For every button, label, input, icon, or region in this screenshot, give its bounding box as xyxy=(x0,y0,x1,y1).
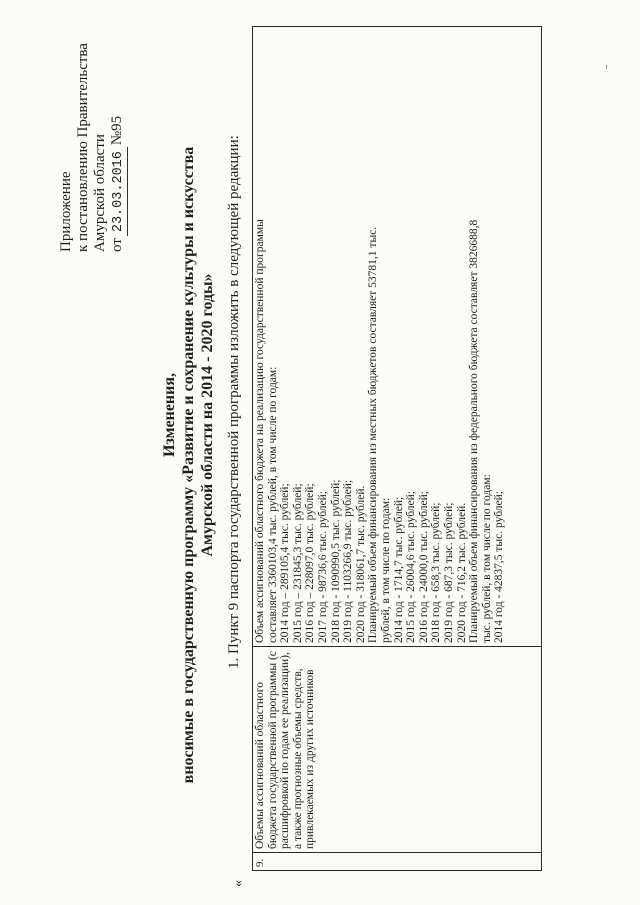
approval-number: №95 xyxy=(109,115,125,146)
regional-year-line: 2015 год – 231845,3 тыс. рублей; xyxy=(291,483,304,643)
approval-date: 23.03.2016 xyxy=(110,147,128,236)
regional-year-line: 2014 год – 289105,4 тыс. рублей; xyxy=(279,483,292,643)
scan-speck xyxy=(606,65,607,69)
passport-table xyxy=(252,26,542,871)
approval-date-line xyxy=(109,22,128,252)
federal-years xyxy=(493,30,506,643)
local-year-line: 2015 год - 26004,6 тыс. рублей; xyxy=(405,491,418,643)
regional-years xyxy=(279,30,367,643)
local-intro-line-1: Планируемый объем финансирования из местных бюджетов составляет 53781,1 тыс. xyxy=(367,226,380,643)
title-line-1: Изменения, xyxy=(161,372,178,458)
regional-year-line: 2017 год - 98736,6 тыс. рублей; xyxy=(316,491,329,643)
local-year-line: 2016 год - 24000,0 тыс. рублей; xyxy=(417,491,430,643)
row-name-line: расшифровкой по годам ее реализации), xyxy=(279,652,292,849)
local-year-line: 2020 год - 716,2 тыс. рублей. xyxy=(455,502,468,643)
local-year-line: 2018 год - 658,3 тыс. рублей; xyxy=(430,502,443,643)
local-years xyxy=(393,30,469,643)
regional-year-line: 2019 год - 1103266,9 тыс. рублей; xyxy=(342,479,355,643)
approval-decree: к постановлению Правительства xyxy=(75,43,91,252)
regional-year-line: 2018 год - 1090990,5 тыс. рублей; xyxy=(329,479,342,643)
row-value-cell xyxy=(253,27,542,647)
approval-stamp xyxy=(58,22,128,252)
intro-paragraph: 1. Пункт 9 паспорта государственной программы изложить в следующей редакции: xyxy=(226,135,242,669)
row-name-line: бюджета государственной программы (с xyxy=(266,651,279,849)
approval-date-prefix: от xyxy=(109,238,125,252)
local-year-line: 2019 год - 687,3 тыс. рублей; xyxy=(442,502,455,643)
approval-region: Амурской области xyxy=(92,134,108,252)
federal-year-line: 2014 год - 42837,5 тыс. рублей; xyxy=(493,491,506,643)
title-line-3: Амурской области на 2014 - 2020 годы» xyxy=(199,273,216,557)
table-row xyxy=(253,27,542,871)
document-title xyxy=(160,45,217,885)
regional-intro-line: Объем ассигнований областного бюджета на реализацию государственной программы xyxy=(254,219,266,643)
local-budget-block xyxy=(367,30,468,643)
row-name-line: а также прогнозные объемы средств, xyxy=(291,668,304,849)
local-intro-line-2: рублей, в том числе по годам: xyxy=(379,497,392,643)
title-line-2: вносимые в государственную программу «Развитие и сохранение культуры и искусства xyxy=(180,146,197,784)
row-name-cell xyxy=(253,647,542,853)
federal-intro-line-2: тыс. рублей, в том числе по годам: xyxy=(480,474,493,643)
approval-heading: Приложение xyxy=(58,171,74,252)
regional-budget-block xyxy=(254,30,367,643)
federal-intro-line-1: Планируемый объем финансирования из федерального бюджета составляет 3826688,8 xyxy=(468,219,481,643)
regional-year-line: 2020 год - 318061,7 тыс. рублей. xyxy=(354,485,367,643)
opening-quote: « xyxy=(231,880,246,887)
regional-intro-line: составляет 3360103,4 тыс. рублей, в том числе по годам: xyxy=(266,366,279,643)
row-name xyxy=(254,650,317,849)
regional-intro xyxy=(254,30,279,643)
local-year-line: 2014 год - 1714,7 тыс. рублей; xyxy=(392,496,405,643)
regional-year-line: 2016 год – 228097,0 тыс. рублей; xyxy=(304,483,317,643)
federal-budget-block xyxy=(468,30,506,643)
row-number: 9. xyxy=(253,853,542,871)
row-name-line: привлекаемых из других источников xyxy=(304,669,317,849)
row-name-line: Объемы ассигнований областного xyxy=(254,682,266,849)
